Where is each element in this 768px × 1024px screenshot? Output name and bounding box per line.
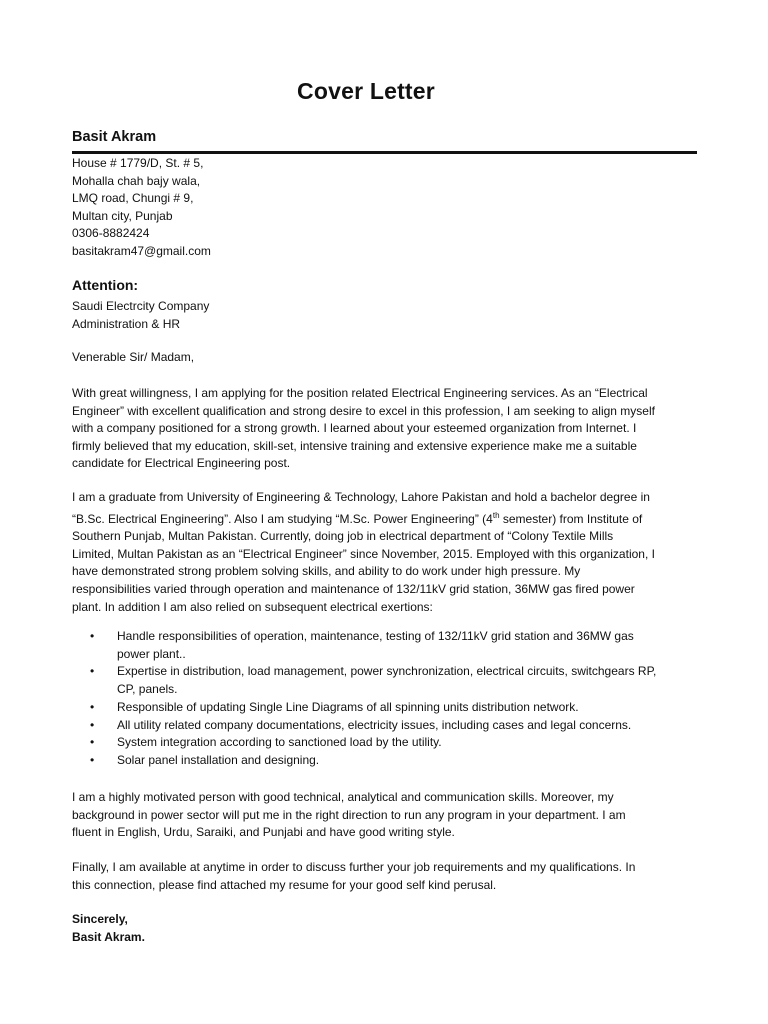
list-item-text: Responsible of updating Single Line Diagrams of all spinning units distribution network. bbox=[117, 699, 579, 714]
signature-block bbox=[72, 911, 704, 946]
list-item bbox=[72, 699, 704, 717]
bullet-icon: • bbox=[90, 664, 95, 679]
address-line: House # 1779/D, St. # 5, bbox=[72, 156, 204, 170]
list-item-text: Solar panel installation and designing. bbox=[117, 752, 320, 767]
list-item-text: Expertise in distribution, load management, power synchronization, electrical circuits, switchgears RP, bbox=[117, 664, 657, 679]
list-item bbox=[72, 734, 704, 752]
list-item bbox=[72, 752, 704, 770]
paragraph-line: With great willingness, I am applying for the position related Electrical Engineering services. As an “Electrical bbox=[72, 386, 648, 400]
document-title: Cover Letter bbox=[297, 78, 435, 104]
paragraph-education bbox=[72, 489, 704, 616]
bullet-icon: • bbox=[90, 699, 95, 714]
sender-contact-block bbox=[72, 155, 702, 260]
text-run: “B.Sc. Electrical Engineering”. Also I am studying “M.Sc. Power Engineering” (4 bbox=[72, 511, 493, 526]
paragraph-closing bbox=[72, 859, 704, 894]
salutation bbox=[72, 349, 704, 367]
paragraph-line: responsibilities varied through operation and maintenance of 132/11kV grid station, 36MW gas fired power bbox=[72, 581, 635, 596]
paragraph-line: I am a highly motivated person with good technical, analytical and communication skills. Moreover, my bbox=[72, 790, 614, 804]
header-divider bbox=[72, 151, 697, 154]
list-item bbox=[72, 717, 704, 735]
paragraph-line: Engineer” with excellent qualification and strong desire to excel in this profession, I am seeking to align myself bbox=[72, 403, 655, 418]
paragraph-line: fluent in English, Urdu, Saraiki, and Punjabi and have good writing style. bbox=[72, 825, 455, 840]
paragraph-line: firmly believed that my education, skill-set, intensive training and extensive experience make me a suitable bbox=[72, 438, 637, 453]
paragraph-line: candidate for Electrical Engineering post. bbox=[72, 456, 291, 471]
paragraph-line: plant. In addition I am also relied on subsequent electrical exertions: bbox=[72, 599, 433, 614]
paragraph-line: I am a graduate from University of Engineering & Technology, Lahore Pakistan and hold a bachelor degree in bbox=[72, 490, 650, 504]
list-item-text: Handle responsibilities of operation, maintenance, testing of 132/11kV grid station and 36MW gas bbox=[117, 629, 634, 643]
valediction: Sincerely, bbox=[72, 912, 128, 926]
address-line: Mohalla chah bajy wala, bbox=[72, 173, 201, 188]
paragraph-line: this connection, please find attached my resume for your good self kind perusal. bbox=[72, 877, 497, 892]
bullet-icon: • bbox=[90, 752, 95, 767]
paragraph-line bbox=[72, 507, 704, 529]
list-item-text: All utility related company documentations, electricity issues, including cases and legal concerns. bbox=[117, 717, 632, 732]
paragraph-intro bbox=[72, 385, 704, 473]
bullet-icon: • bbox=[90, 717, 95, 732]
responsibilities-list bbox=[72, 628, 704, 770]
list-item-text: CP, panels. bbox=[117, 682, 178, 697]
sender-phone: 0306-8882424 bbox=[72, 226, 150, 240]
sender-name: Basit Akram bbox=[72, 129, 157, 145]
paragraph-skills bbox=[72, 789, 704, 842]
address-line: LMQ road, Chungi # 9, bbox=[72, 191, 194, 205]
paragraph-line: Finally, I am available at anytime in order to discuss further your job requirements and my qualifications. In bbox=[72, 860, 636, 874]
attention-heading: Attention: bbox=[72, 277, 139, 293]
recipient-line: Administration & HR bbox=[72, 316, 181, 331]
signature-name: Basit Akram. bbox=[72, 929, 145, 944]
bullet-icon: • bbox=[90, 629, 95, 643]
address-line: Multan city, Punjab bbox=[72, 208, 173, 223]
salutation-text: Venerable Sir/ Madam, bbox=[72, 350, 195, 364]
recipient-line: Saudi Electrcity Company bbox=[72, 299, 210, 313]
recipient-block bbox=[72, 298, 702, 333]
paragraph-line: background in power sector will put me in the right direction to run any program in your department. I am bbox=[72, 807, 626, 822]
superscript: th bbox=[492, 510, 500, 520]
paragraph-line: Southern Punjab, Multan Pakistan. Currently, doing job in electrical department of “Colony Textile Mills bbox=[72, 529, 614, 544]
list-item-text: power plant.. bbox=[117, 646, 186, 661]
text-run: semester) from Institute of bbox=[499, 511, 643, 526]
paragraph-line: with a company positioned for a strong growth. I learned about your esteemed organization from Internet. I bbox=[72, 421, 637, 436]
bullet-icon: • bbox=[90, 735, 95, 750]
sender-email: basitakram47@gmail.com bbox=[72, 243, 211, 258]
paragraph-line: have demonstrated strong problem solving skills, and ability to do work under high pressure. My bbox=[72, 564, 581, 579]
paragraph-line: Limited, Multan Pakistan as an “Electrical Engineer” since November, 2015. Employed with this organization, I bbox=[72, 546, 655, 561]
list-item bbox=[72, 628, 704, 663]
list-item-text: System integration according to sanctioned load by the utility. bbox=[117, 735, 442, 750]
list-item bbox=[72, 663, 704, 698]
